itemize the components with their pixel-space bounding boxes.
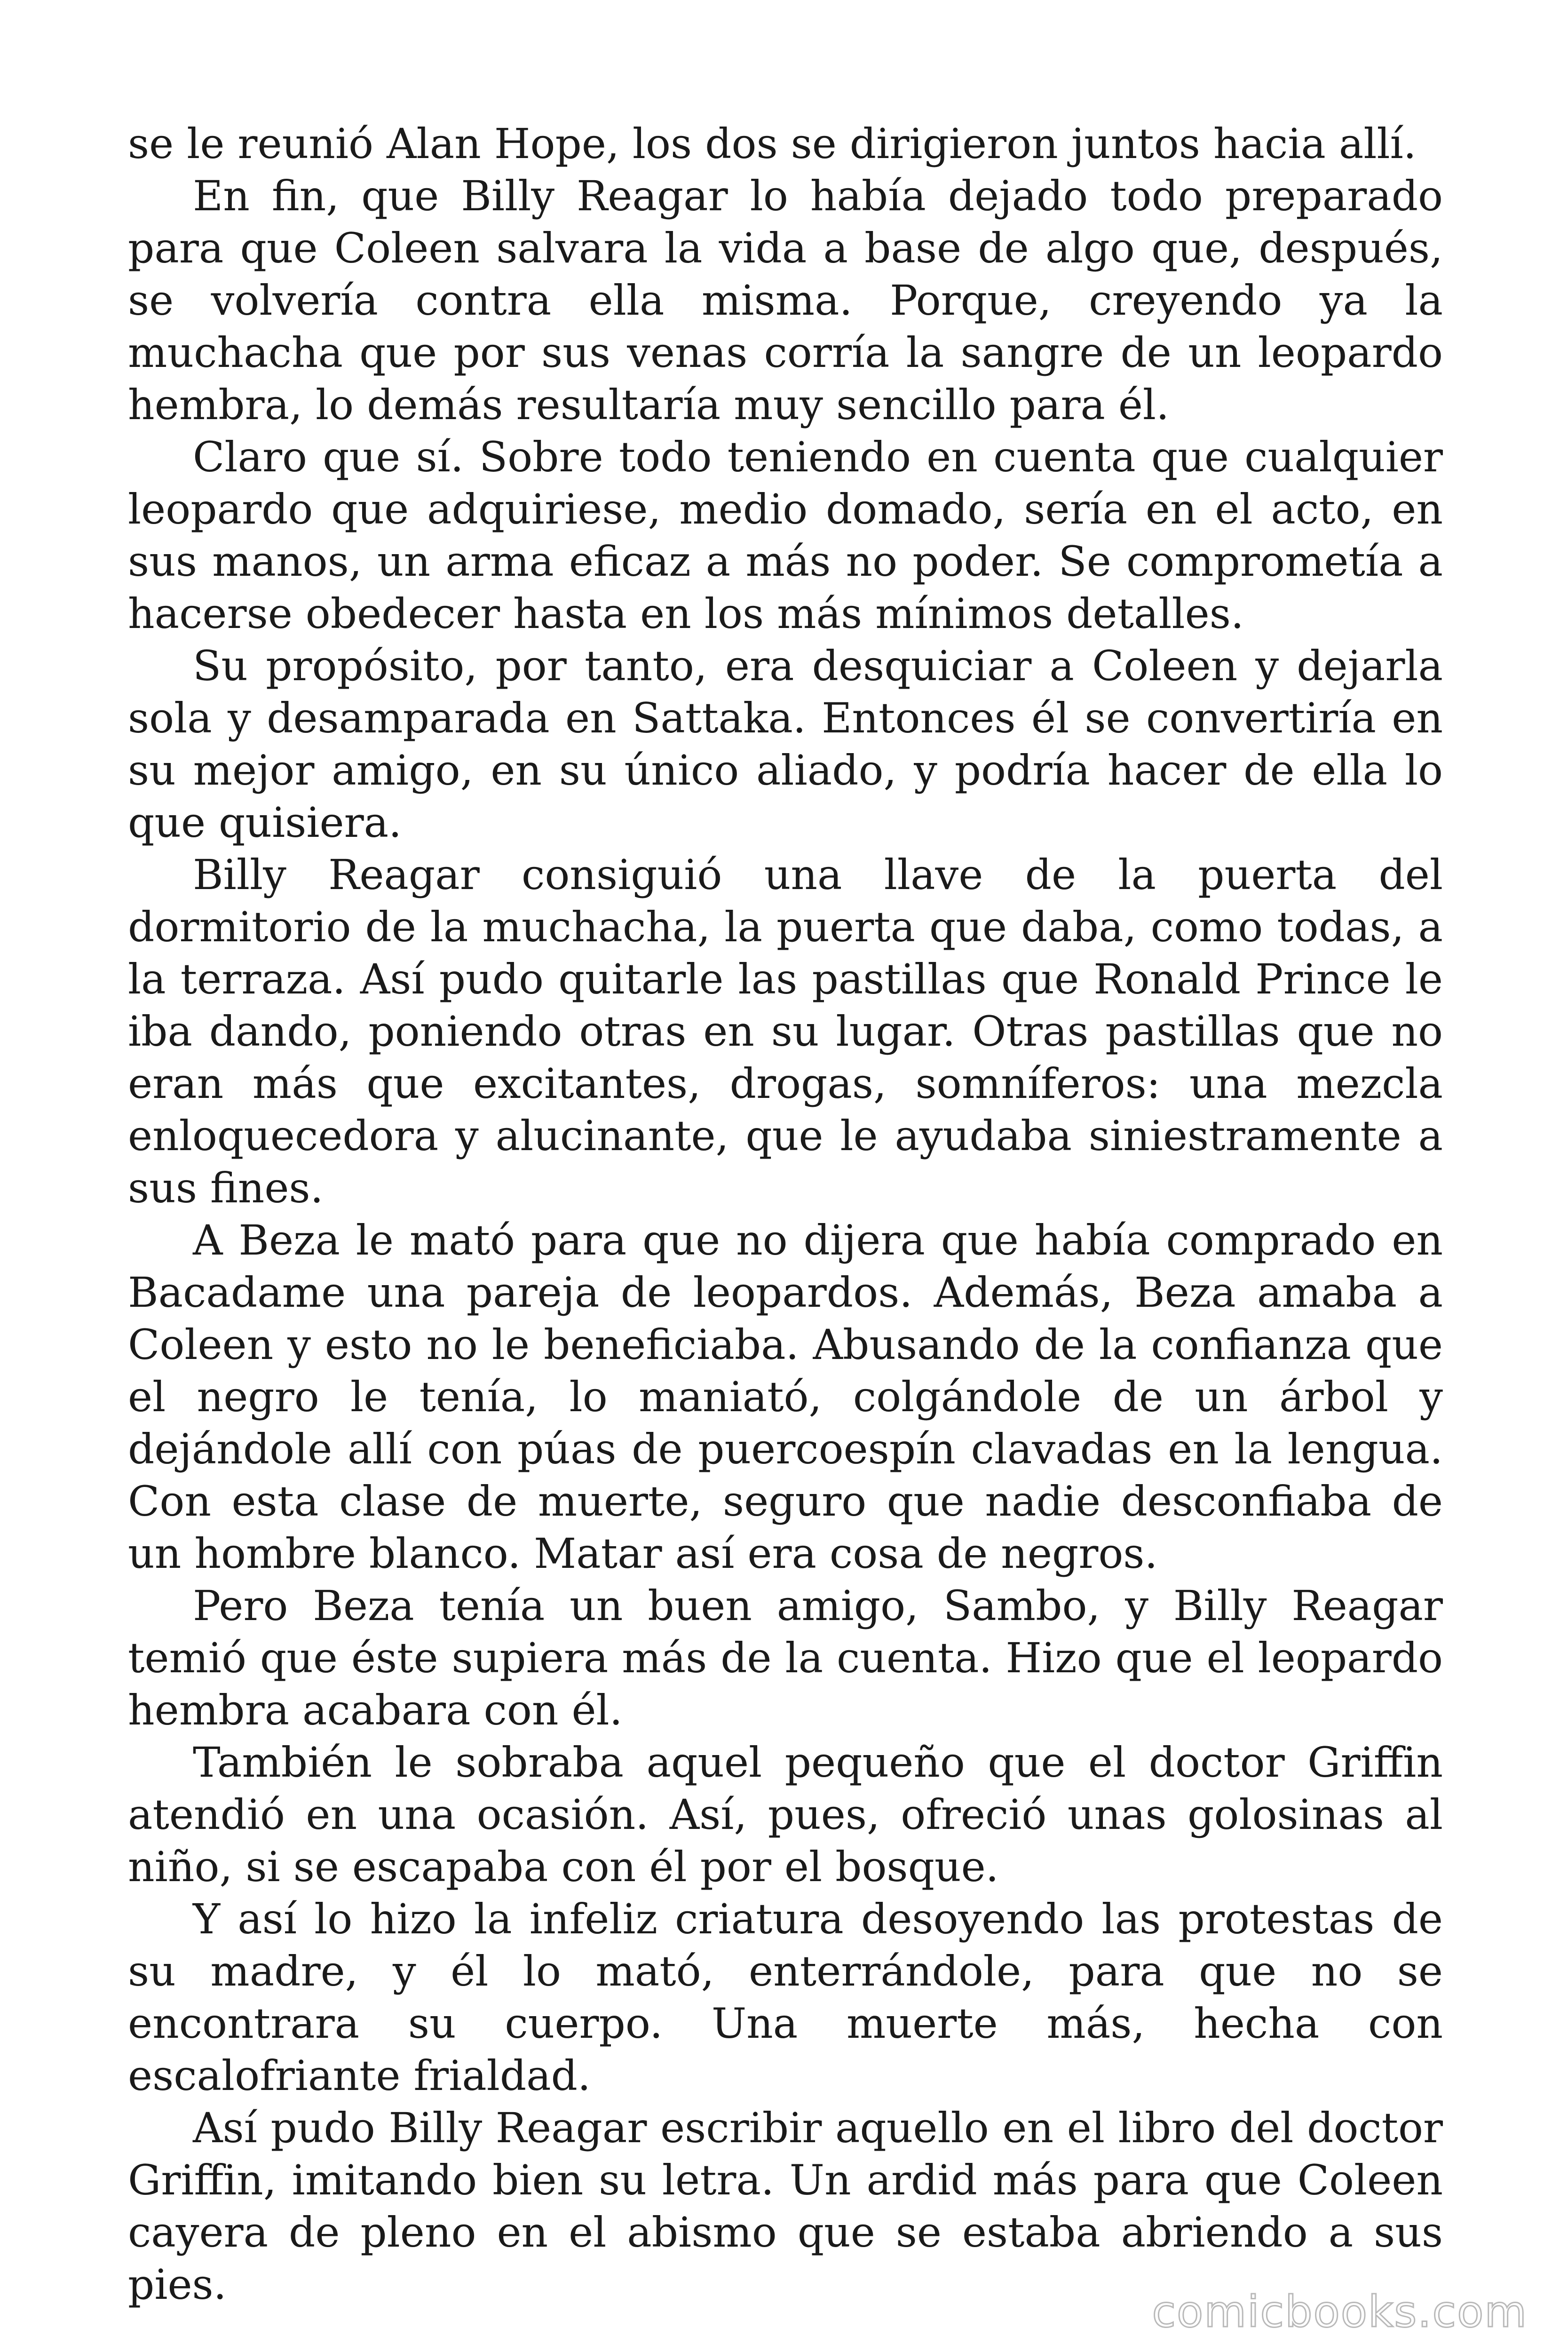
paragraph: Así pudo Billy Reagar escribir aquello en el libro del doctor Griffin, imitando bien su letra. Un ardid más para que Coleen cayera de pleno en el abismo que se estaba abriendo a sus pies. xyxy=(128,2104,1443,2309)
paragraph: Su propósito, por tanto, era desquiciar a Coleen y dejarla sola y desamparada en Sattaka. Entonces él se convertiría en su mejor amigo, en su único aliado, y podría hacer de ella lo que quisiera. xyxy=(128,642,1443,847)
paragraph: También le sobraba aquel pequeño que el doctor Griffin atendió en una ocasión. Así, pues, ofreció unas golosinas al niño, si se escapaba con él por el bosque. xyxy=(128,1738,1443,1891)
paragraph: Pero Beza tenía un buen amigo, Sambo, y Billy Reagar temió que éste supiera más de la cuenta. Hizo que el leopardo hembra acabara con él. xyxy=(128,1581,1443,1734)
paragraph: Y así lo hizo la infeliz criatura desoyendo las protestas de su madre, y él lo mató, enterrándole, para que no se encontrara su cuerpo. Una muerte más, hecha con escalofriante frialdad. xyxy=(128,1895,1443,2100)
watermark: comicbooks.com xyxy=(1152,2287,1528,2337)
paragraph: En fin, que Billy Reagar lo había dejado todo preparado para que Coleen salvara la vida a base de algo que, después, se volvería contra ella misma. Porque, creyendo ya la muchacha que por sus venas corría la sangre de un leopardo hembra, lo demás resultaría muy sencillo para él. xyxy=(128,172,1443,429)
paragraph: A Beza le mató para que no dijera que había comprado en Bacadame una pareja de leopardos. Además, Beza amaba a Coleen y esto no le beneficiaba. Abusando de la confianza que el negro le tenía, lo maniató, colgándole de un árbol y dejándole allí con púas de puercoespín clavadas en la lengua. Con esta clase de muerte, seguro que nadie desconfiaba de un hombre blanco. Matar así era cosa de negros. xyxy=(128,1216,1443,1578)
paragraph: Billy Reagar consiguió una llave de la puerta del dormitorio de la muchacha, la puerta que daba, como todas, a la terraza. Así pudo quitarle las pastillas que Ronald Prince le iba dando, poniendo otras en su lugar. Otras pastillas que no eran más que excitantes, drogas, somníferos: una mezcla enloquecedora y alucinante, que le ayudaba siniestramente a sus fines. xyxy=(128,850,1443,1212)
paragraph: Claro que sí. Sobre todo teniendo en cuenta que cualquier leopardo que adquiriese, medio domado, sería en el acto, en sus manos, un arma eficaz a más no poder. Se comprometía a hacerse obedecer hasta en los más mínimos detalles. xyxy=(128,433,1443,638)
page-body-text xyxy=(128,118,1443,2311)
paragraph-continuation: se le reunió Alan Hope, los dos se dirigieron juntos hacia allí. xyxy=(128,119,1417,168)
